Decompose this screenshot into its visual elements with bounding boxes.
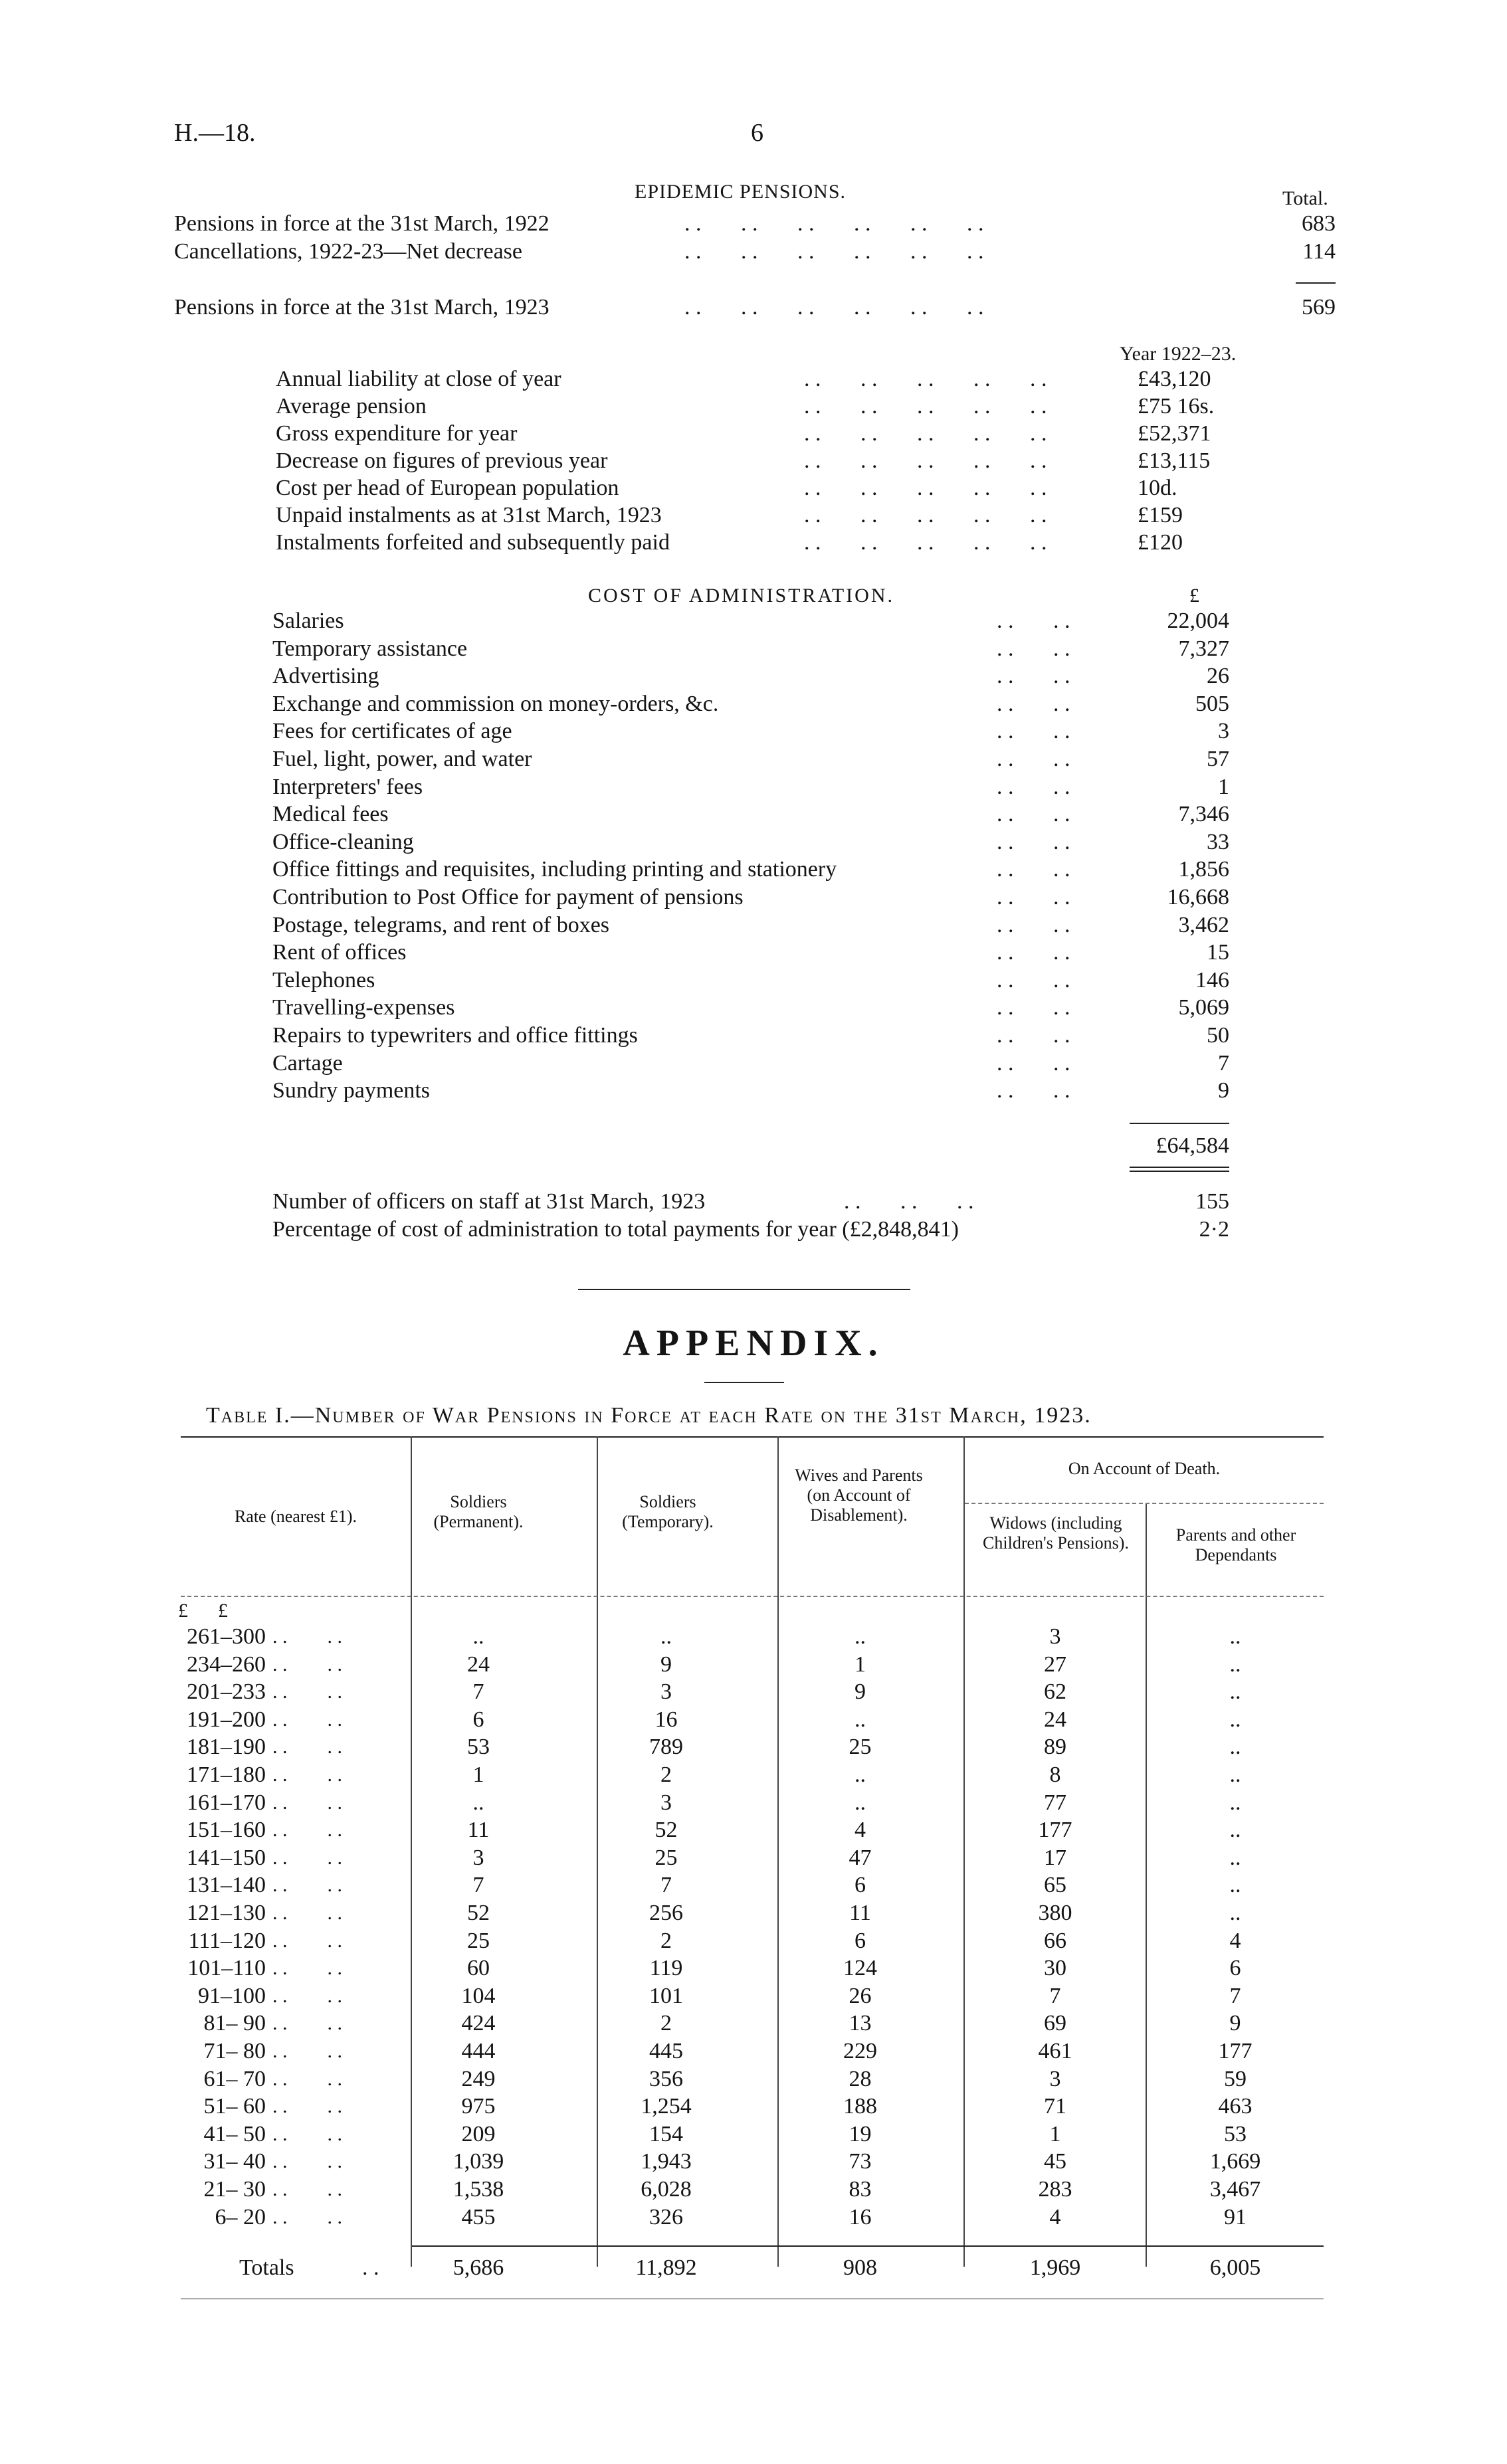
stat-label: Gross expenditure for year: [276, 421, 518, 446]
admin-item-label: Fees for certificates of age: [272, 719, 512, 744]
cell-widows: 17: [1044, 1845, 1066, 1870]
cell-soldiers-permanent: 1: [472, 1762, 484, 1787]
admin-item-value: 15: [1207, 940, 1229, 965]
death-subheader-rule: [965, 1503, 1324, 1504]
leader-dots: . . . .: [997, 636, 1070, 661]
cell-wives-parents: 13: [849, 2011, 872, 2036]
admin-item-label: Exchange and commission on money-orders, &c.: [272, 691, 719, 716]
total-rule-top: [1130, 1123, 1229, 1124]
rate-band: 141–150: [187, 1845, 266, 1870]
cell-soldiers-temporary: 2: [660, 1928, 672, 1953]
admin-item-label: Fuel, light, power, and water: [272, 747, 532, 771]
cell-widows: 65: [1044, 1873, 1066, 1898]
rate-band: 151–160: [187, 1818, 266, 1843]
leader-dots: . . . . . . . . . . . .: [684, 211, 984, 236]
cell-wives-parents: ..: [854, 1707, 866, 1732]
cell-parents-dependants: 59: [1224, 2066, 1247, 2091]
admin-item-label: Sundry payments: [272, 1078, 431, 1103]
admin-item-value: 3: [1218, 719, 1229, 744]
admin-item-label: Salaries: [272, 609, 344, 633]
leader-dots: . . . .: [272, 1902, 342, 1924]
cell-soldiers-permanent: 60: [467, 1956, 490, 1981]
cell-soldiers-permanent: 25: [467, 1928, 490, 1953]
cell-soldiers-permanent: 6: [472, 1707, 484, 1732]
admin-item-label: Office fittings and requisites, including printing and stationery: [272, 857, 837, 882]
admin-item-value: 22,004: [1167, 609, 1229, 633]
officers-value: 155: [1195, 1189, 1229, 1214]
admin-item-label: Travelling-expenses: [272, 995, 455, 1020]
admin-item-value: 146: [1195, 967, 1229, 993]
cell-soldiers-temporary: 16: [654, 1707, 678, 1732]
rate-band: 101–110: [187, 1956, 266, 1981]
cell-widows: 380: [1038, 1901, 1072, 1925]
leader-dots: . . . .: [272, 1846, 342, 1869]
leader-dots: . . . .: [272, 2095, 342, 2118]
header-widows: Widows (including Children's Pensions).: [983, 1513, 1129, 1553]
leader-dots: . . . .: [272, 1708, 342, 1731]
epidemic-row-label: Cancellations, 1922-23—Net decrease: [174, 239, 522, 264]
cell-parents-dependants: 7: [1229, 1983, 1241, 2008]
cell-parents-dependants: 3,467: [1209, 2177, 1261, 2202]
header-soldiers-temporary: Soldiers (Temporary).: [622, 1492, 714, 1531]
admin-item-value: 57: [1207, 747, 1229, 771]
cell-parents-dependants: 6: [1229, 1956, 1241, 1981]
rate-band: 201–233: [187, 1679, 266, 1705]
leader-dots: . . . .: [272, 2178, 342, 2200]
cell-soldiers-permanent: ..: [472, 1790, 484, 1815]
cell-wives-parents: 11: [849, 1901, 871, 1925]
admin-item-label: Rent of offices: [272, 940, 407, 965]
admin-item-label: Temporary assistance: [272, 636, 468, 661]
leader-dots: . . . . . . . . . .: [804, 394, 1047, 419]
cell-soldiers-temporary: 1,943: [641, 2149, 692, 2174]
cell-soldiers-temporary: 3: [660, 1790, 672, 1815]
cell-parents-dependants: ..: [1229, 1624, 1241, 1649]
cell-soldiers-permanent: 444: [461, 2039, 496, 2063]
header-soldiers-permanent: Soldiers (Permanent).: [433, 1492, 524, 1531]
cell-widows: 69: [1044, 2011, 1066, 2036]
leader-dots: . .: [362, 2255, 379, 2280]
cell-wives-parents: 9: [854, 1679, 866, 1705]
year-column-label: Year 1922–23.: [1120, 343, 1237, 365]
admin-item-label: Cartage: [272, 1050, 343, 1076]
stat-label: Annual liability at close of year: [276, 367, 561, 391]
leader-dots: . . . . . . . . . . . .: [684, 295, 984, 320]
leader-dots: . . . .: [272, 1874, 342, 1897]
cell-parents-dependants: 1,669: [1209, 2149, 1261, 2174]
cell-soldiers-permanent: 11: [467, 1818, 490, 1843]
cell-parents-dependants: 53: [1224, 2121, 1247, 2146]
cell-soldiers-temporary: 3: [660, 1679, 672, 1705]
cell-wives-parents: 25: [849, 1735, 872, 1760]
currency-symbol: £: [1189, 585, 1199, 607]
cell-wives-parents: 229: [843, 2039, 877, 2063]
admin-item-value: 1: [1218, 774, 1229, 799]
stat-value: £13,115: [1138, 448, 1211, 473]
leader-dots: . . . .: [997, 774, 1070, 799]
rate-band: 261–300: [187, 1624, 266, 1649]
cell-parents-dependants: 91: [1224, 2204, 1247, 2229]
stat-label: Average pension: [276, 394, 427, 419]
leader-dots: . . . . . . . . . .: [804, 476, 1047, 500]
rate-band: 51– 60: [203, 2094, 266, 2119]
totals-label: Totals: [239, 2255, 294, 2280]
leader-dots: . . . .: [272, 1929, 342, 1952]
header-parents-dependants: Parents and other Dependants: [1175, 1525, 1296, 1564]
rate-band: 181–190: [187, 1735, 266, 1760]
cell-soldiers-permanent: 7: [472, 1679, 484, 1705]
leader-dots: . . . .: [997, 967, 1070, 993]
admin-item-value: 33: [1207, 829, 1229, 854]
leader-dots: . . . .: [272, 2150, 342, 2173]
cell-soldiers-permanent: 975: [461, 2094, 496, 2119]
cell-wives-parents: 28: [849, 2066, 872, 2091]
admin-item-value: 26: [1207, 664, 1229, 689]
admin-item-value: 7,327: [1178, 636, 1229, 661]
page-number: 6: [751, 119, 763, 147]
admin-item-label: Repairs to typewriters and office fittings: [272, 1023, 638, 1048]
stat-label: Instalments forfeited and subsequently paid: [276, 530, 670, 555]
admin-item-value: 505: [1195, 691, 1229, 716]
cell-wives-parents: 4: [854, 1818, 866, 1843]
leader-dots: . . . . . .: [844, 1189, 974, 1214]
cell-parents-dependants: ..: [1229, 1873, 1241, 1898]
admin-item-value: 7: [1218, 1050, 1229, 1076]
rate-band: 171–180: [187, 1762, 266, 1787]
admin-item-label: Contribution to Post Office for payment of pensions: [272, 885, 744, 909]
cell-parents-dependants: ..: [1229, 1845, 1241, 1870]
admin-item-value: 50: [1207, 1023, 1229, 1048]
cell-soldiers-temporary: 9: [660, 1652, 672, 1677]
cell-parents-dependants: ..: [1229, 1707, 1241, 1732]
rate-band: 81– 90: [203, 2011, 266, 2036]
rate-band: 61– 70: [203, 2066, 266, 2091]
leader-dots: . . . . . . . . . .: [804, 421, 1047, 446]
leader-dots: . . . . . . . . . .: [804, 448, 1047, 473]
leader-dots: . . . . . . . . . .: [804, 503, 1047, 527]
cell-soldiers-temporary: 2: [660, 2011, 672, 2036]
cell-parents-dependants: ..: [1229, 1762, 1241, 1787]
cell-widows: 461: [1038, 2039, 1072, 2063]
leader-dots: . . . .: [272, 1736, 342, 1758]
rate-band: 234–260: [187, 1652, 266, 1677]
cell-soldiers-temporary: 789: [649, 1735, 683, 1760]
header-rate: Rate (nearest £1).: [234, 1507, 357, 1526]
admin-item-value: 1,856: [1178, 857, 1229, 882]
table-title: Table I.—Number of War Pensions in Force at each Rate on the 31st March, 1923.: [206, 1403, 1092, 1428]
leader-dots: . . . .: [997, 857, 1070, 882]
admin-item-value: 9: [1218, 1078, 1229, 1103]
stat-label: Unpaid instalments as at 31st March, 1923: [276, 503, 662, 527]
total-parents-dependants: 6,005: [1209, 2255, 1261, 2280]
cell-parents-dependants: 4: [1229, 1928, 1241, 1953]
rate-band: 161–170: [187, 1790, 266, 1815]
cell-widows: 177: [1038, 1818, 1072, 1843]
epidemic-row-label: Pensions in force at the 31st March, 1923: [174, 295, 550, 320]
header-on-account-of-death: On Account of Death.: [1068, 1459, 1221, 1478]
officers-label: Number of officers on staff at 31st March, 1923: [272, 1189, 706, 1214]
cell-soldiers-temporary: 356: [649, 2066, 683, 2091]
cell-widows: 27: [1044, 1652, 1066, 1677]
currency-unit-row: £ £: [178, 1600, 228, 1622]
leader-dots: . . . .: [997, 719, 1070, 744]
leader-dots: . . . .: [997, 1023, 1070, 1048]
leader-dots: . . . .: [272, 1681, 342, 1703]
leader-dots: . . . .: [272, 2012, 342, 2035]
epidemic-row-value: 569: [1302, 295, 1336, 320]
cell-widows: 8: [1049, 1762, 1061, 1787]
leader-dots: . . . .: [997, 829, 1070, 854]
epidemic-row-value: 114: [1302, 239, 1336, 264]
stat-value: £75 16s.: [1138, 394, 1215, 419]
cell-wives-parents: 6: [854, 1928, 866, 1953]
admin-heading: COST OF ADMINISTRATION.: [588, 585, 894, 607]
totals-top-rule: [412, 2245, 1324, 2247]
admin-item-value: 3,462: [1178, 912, 1229, 937]
total-wives-parents: 908: [843, 2255, 877, 2280]
cell-soldiers-permanent: 209: [461, 2121, 496, 2146]
stat-value: £52,371: [1138, 421, 1211, 446]
stat-value: £120: [1138, 530, 1183, 555]
subtotal-rule: [1296, 282, 1336, 284]
cell-widows: 24: [1044, 1707, 1066, 1732]
rate-band: 21– 30: [203, 2177, 266, 2202]
leader-dots: . . . .: [997, 912, 1070, 937]
cell-parents-dependants: ..: [1229, 1679, 1241, 1705]
cell-wives-parents: 1: [854, 1652, 866, 1677]
header-wives-parents: Wives and Parents (on Account of Disablement).: [795, 1466, 923, 1525]
leader-dots: . . . .: [997, 885, 1070, 909]
admin-item-label: Postage, telegrams, and rent of boxes: [272, 912, 610, 937]
cell-wives-parents: 6: [854, 1873, 866, 1898]
cell-soldiers-temporary: 7: [660, 1873, 672, 1898]
cell-parents-dependants: ..: [1229, 1901, 1241, 1925]
leader-dots: . . . .: [272, 1984, 342, 2007]
leader-dots: . . . .: [997, 609, 1070, 633]
cell-widows: 3: [1049, 2066, 1061, 2091]
cell-widows: 4: [1049, 2204, 1061, 2229]
table-top-rule: [181, 1436, 1324, 1438]
rate-band: 191–200: [187, 1707, 266, 1732]
leader-dots: . . . .: [272, 1791, 342, 1814]
cell-soldiers-permanent: 53: [467, 1735, 490, 1760]
cell-widows: 66: [1044, 1928, 1066, 1953]
epidemic-row-label: Pensions in force at the 31st March, 1922: [174, 211, 550, 236]
leader-dots: . . . .: [272, 2123, 342, 2145]
rate-band: 6– 20: [215, 2204, 266, 2229]
leader-dots: . . . .: [997, 940, 1070, 965]
section-divider: [578, 1289, 910, 1290]
cell-soldiers-temporary: 6,028: [641, 2177, 692, 2202]
cell-soldiers-temporary: 1,254: [641, 2094, 692, 2119]
cell-soldiers-temporary: 119: [649, 1956, 683, 1981]
leader-dots: . . . . . . . . . .: [804, 530, 1047, 555]
total-rule-double-1: [1130, 1167, 1229, 1168]
cell-soldiers-temporary: 52: [654, 1818, 678, 1843]
leader-dots: . . . .: [272, 1764, 342, 1786]
stat-value: 10d.: [1138, 476, 1177, 500]
admin-item-label: Telephones: [272, 967, 375, 993]
cell-widows: 7: [1049, 1983, 1061, 2008]
leader-dots: . . . .: [997, 995, 1070, 1020]
cell-wives-parents: 19: [849, 2121, 872, 2146]
leader-dots: . . . . . . . . . . . .: [684, 239, 984, 264]
stat-value: £43,120: [1138, 367, 1211, 391]
total-widows: 1,969: [1029, 2255, 1081, 2280]
percentage-value: 2·2: [1199, 1217, 1229, 1242]
title-underline: [704, 1382, 784, 1383]
cell-parents-dependants: 177: [1218, 2039, 1253, 2063]
rate-band: 111–120: [188, 1928, 266, 1953]
cell-soldiers-permanent: 424: [461, 2011, 496, 2036]
cell-widows: 62: [1044, 1679, 1066, 1705]
stat-value: £159: [1138, 503, 1183, 527]
cell-wives-parents: 83: [849, 2177, 872, 2202]
cell-wives-parents: 188: [843, 2094, 877, 2119]
cell-parents-dependants: ..: [1229, 1735, 1241, 1760]
header-bottom-rule: [181, 1596, 1324, 1597]
cell-soldiers-permanent: ..: [472, 1624, 484, 1649]
cell-soldiers-permanent: 249: [461, 2066, 496, 2091]
rate-band: 71– 80: [203, 2039, 266, 2063]
cell-widows: 30: [1044, 1956, 1066, 1981]
leader-dots: . . . .: [272, 1957, 342, 1980]
leader-dots: . . . .: [997, 664, 1070, 689]
leader-dots: . . . . . . . . . .: [804, 367, 1047, 391]
cell-widows: 45: [1044, 2149, 1066, 2174]
document-reference: H.—18.: [174, 119, 256, 147]
cell-widows: 3: [1049, 1624, 1061, 1649]
admin-item-label: Medical fees: [272, 802, 389, 827]
cell-wives-parents: 16: [849, 2204, 872, 2229]
rate-band: 31– 40: [203, 2149, 266, 2174]
cell-parents-dependants: 9: [1229, 2011, 1241, 2036]
leader-dots: . . . .: [997, 802, 1070, 827]
cell-parents-dependants: ..: [1229, 1652, 1241, 1677]
admin-item-label: Interpreters' fees: [272, 774, 423, 799]
rate-band: 91–100: [198, 1983, 266, 2008]
cell-wives-parents: ..: [854, 1624, 866, 1649]
cell-soldiers-permanent: 52: [467, 1901, 490, 1925]
cell-widows: 77: [1044, 1790, 1066, 1815]
cell-parents-dependants: ..: [1229, 1818, 1241, 1843]
cell-soldiers-temporary: 445: [649, 2039, 683, 2063]
cell-soldiers-permanent: 1,039: [452, 2149, 504, 2174]
cell-widows: 1: [1049, 2121, 1061, 2146]
cell-widows: 71: [1044, 2094, 1066, 2119]
cell-soldiers-permanent: 3: [472, 1845, 484, 1870]
admin-total: £64,584: [1155, 1133, 1229, 1158]
leader-dots: . . . .: [997, 691, 1070, 716]
cell-parents-dependants: 463: [1218, 2094, 1253, 2119]
percentage-label: Percentage of cost of administration to total payments for year (£2,848,841): [272, 1217, 959, 1242]
epidemic-heading: EPIDEMIC PENSIONS.: [635, 181, 847, 203]
admin-item-value: 16,668: [1167, 885, 1229, 909]
rate-band: 131–140: [187, 1873, 266, 1898]
cell-soldiers-temporary: 256: [649, 1901, 683, 1925]
leader-dots: . . . .: [997, 1050, 1070, 1076]
cell-widows: 283: [1038, 2177, 1072, 2202]
cell-wives-parents: 26: [849, 1983, 872, 2008]
rate-band: 121–130: [187, 1901, 266, 1925]
leader-dots: . . . .: [272, 2040, 342, 2062]
admin-item-value: 7,346: [1178, 802, 1229, 827]
cell-wives-parents: 73: [849, 2149, 872, 2174]
leader-dots: . . . .: [272, 1653, 342, 1675]
stat-label: Decrease on figures of previous year: [276, 448, 608, 473]
appendix-title: APPENDIX.: [623, 1323, 884, 1364]
cell-soldiers-temporary: 25: [654, 1845, 678, 1870]
cell-soldiers-temporary: 101: [649, 1983, 683, 2008]
admin-item-value: 5,069: [1178, 995, 1229, 1020]
cell-soldiers-permanent: 104: [461, 1983, 496, 2008]
cell-wives-parents: ..: [854, 1790, 866, 1815]
cell-soldiers-permanent: 455: [461, 2204, 496, 2229]
total-column-label: Total.: [1282, 187, 1328, 209]
leader-dots: . . . .: [272, 2067, 342, 2090]
cell-soldiers-temporary: ..: [660, 1624, 672, 1649]
leader-dots: . . . .: [997, 747, 1070, 771]
total-soldiers-permanent: 5,686: [452, 2255, 504, 2280]
stat-label: Cost per head of European population: [276, 476, 619, 500]
admin-item-label: Advertising: [272, 664, 379, 689]
cell-wives-parents: 124: [843, 1956, 877, 1981]
cell-wives-parents: 47: [849, 1845, 872, 1870]
admin-item-label: Office-cleaning: [272, 829, 414, 854]
cell-widows: 89: [1044, 1735, 1066, 1760]
leader-dots: . . . .: [272, 1626, 342, 1648]
total-rule-double-2: [1130, 1171, 1229, 1172]
leader-dots: . . . .: [997, 1078, 1070, 1103]
cell-soldiers-permanent: 1,538: [452, 2177, 504, 2202]
epidemic-row-value: 683: [1302, 211, 1336, 236]
cell-soldiers-temporary: 154: [649, 2121, 683, 2146]
leader-dots: . . . .: [272, 2206, 342, 2228]
cell-soldiers-permanent: 24: [467, 1652, 490, 1677]
total-soldiers-temporary: 11,892: [635, 2255, 697, 2280]
cell-soldiers-temporary: 326: [649, 2204, 683, 2229]
cell-wives-parents: ..: [854, 1762, 866, 1787]
cell-parents-dependants: ..: [1229, 1790, 1241, 1815]
cell-soldiers-temporary: 2: [660, 1762, 672, 1787]
leader-dots: . . . .: [272, 1819, 342, 1842]
cell-soldiers-permanent: 7: [472, 1873, 484, 1898]
rate-band: 41– 50: [203, 2121, 266, 2146]
